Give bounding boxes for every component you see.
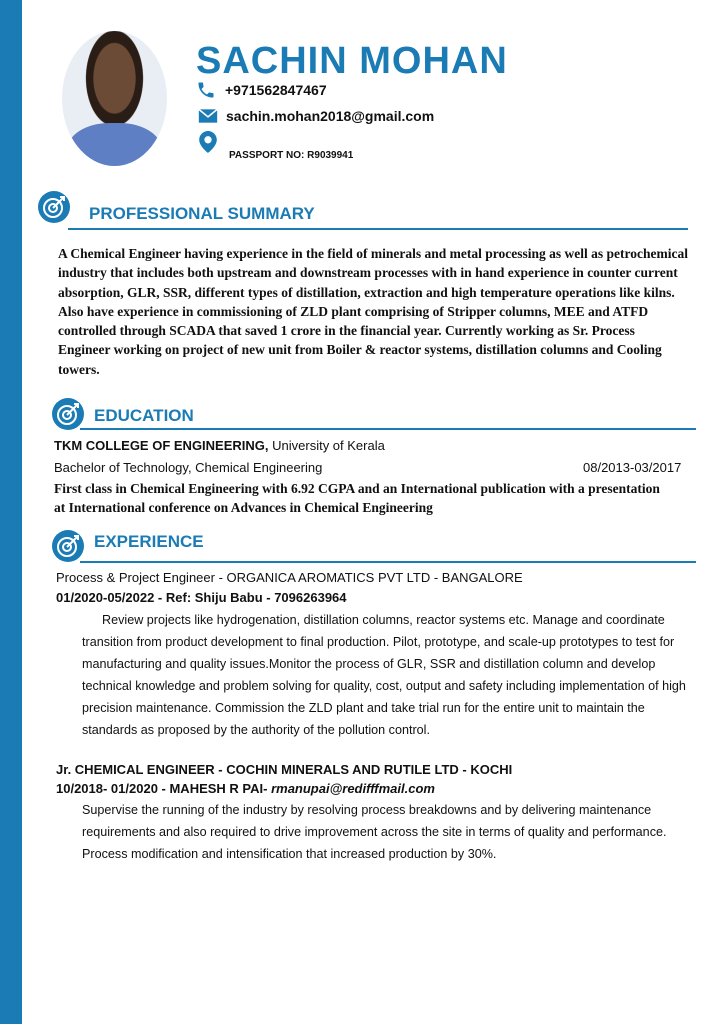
section-title-education: EDUCATION [94,406,194,425]
job-role: Process & Project Engineer - ORGANICA AROMATICS PVT LTD - BANGALORE [56,570,523,585]
job-reference[interactable]: rmanupai@redifffmail.com [271,781,435,796]
summary-text: A Chemical Engineer having experience in the field of minerals and metal processing as well as petrochemical industry that includes both upstream and downstream processes with in hand experience in counter current absorption, GLR, SSR, different types of distillation, extraction and high temperature operations like kilns. Also have experience in commissioning of ZLD plant comprising of Stripper columns, MEE and ATFD controlled through SCADA that saved 1 crore in the financial year. Currently working as Sr. Process Engineer working on project of new unit from Boiler & reactor systems, distillation columns and Cooling towers. [58,246,688,377]
envelope-icon [196,106,220,126]
job-dates-ref [56,590,347,605]
profile-photo [62,31,167,166]
education-institution [54,438,385,453]
section-title-summary: PROFESSIONAL SUMMARY [89,204,315,223]
passport-number: PASSPORT NO: R9039941 [229,150,354,161]
email-row [196,106,434,126]
job-description: Review projects like hydrogenation, distillation columns, reactor systems etc. Manage and coordinate transition from product development to final production. Pilot, prototype, and scale-up prototypes to test for manufacturing and quality issues.Monitor the process of GLR, SSR and distillation column and develop technical knowledge and problem solving for quality, cost, output and safety including implementation of high precision maintenance. Commission the ZLD plant and take trial run for the entire unit to maintain the standards as proposed by the authority of the pollution control. [82,613,686,737]
section-divider [80,561,696,563]
job-dates-ref [56,781,435,796]
email-address[interactable]: sachin.mohan2018@gmail.com [226,108,435,124]
college-name: TKM COLLEGE OF ENGINEERING, [54,438,269,453]
target-icon [51,397,85,431]
education-dates: 08/2013-03/2017 [583,460,682,475]
job-dates: 10/2018- 01/2020 - MAHESH R PAI- [56,781,272,796]
job-description: Supervise the running of the industry by resolving process breakdowns and by delivering maintenance requirements and also required to drive improvement across the site in terms of quality and performance. Process modification and intensification that increased production by 30%. [82,803,667,861]
phone-number[interactable]: +971562847467 [225,82,327,98]
phone-icon [196,80,216,100]
degree: Bachelor of Technology, Chemical Engineering [54,460,323,475]
section-title-experience: EXPERIENCE [94,532,204,551]
education-note: First class in Chemical Engineering with 6.92 CGPA and an International publication with a presentation at International conference on Advances in Chemical Engineering [54,481,660,516]
sidebar-stripe [0,0,22,1024]
candidate-name: SACHIN MOHAN [196,40,508,82]
university-name: University of Kerala [268,438,385,453]
job-dates: 01/2020-05/2022 - Ref: [56,590,195,605]
job-role: Jr. CHEMICAL ENGINEER - COCHIN MINERALS AND RUTILE LTD - KOCHI [56,762,513,777]
section-divider [80,428,696,430]
job-reference: Shiju Babu - 7096263964 [194,590,347,605]
target-icon [51,529,85,563]
phone-row [196,80,327,100]
target-icon [37,190,71,224]
section-divider [68,228,688,230]
location-pin-icon [199,131,217,153]
